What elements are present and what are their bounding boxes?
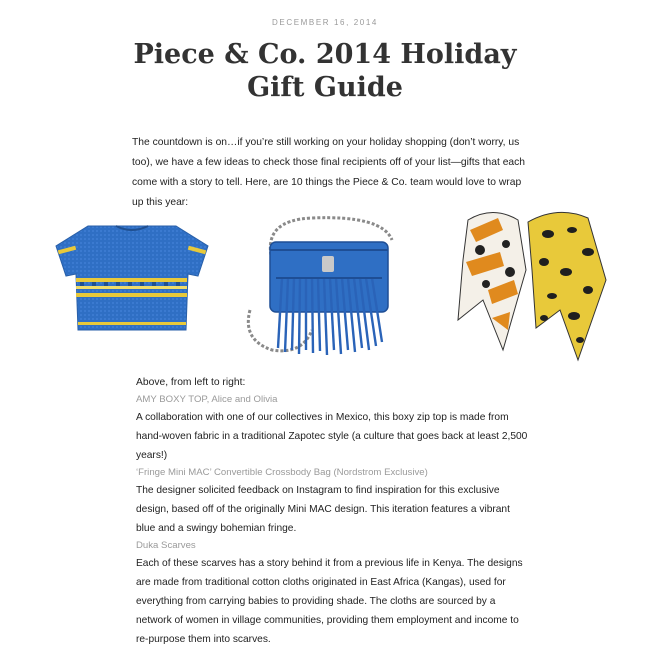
item-link-fringe-mini-mac[interactable]: ‘Fringe Mini MAC’ Convertible Crossbody Bag (Nordstrom Exclusive) [136, 467, 428, 478]
item-link-duka-scarves[interactable]: Duka Scarves [136, 540, 196, 551]
scarves-icon [448, 200, 613, 370]
gift-list [136, 374, 528, 651]
item-link-amy-boxy-top[interactable]: AMY BOXY TOP, Alice and Olivia [136, 394, 278, 405]
list-lead: Above, from left to right: [136, 377, 246, 388]
duka-scarves-image[interactable] [448, 200, 613, 370]
fringe-bag-image[interactable] [232, 200, 427, 360]
page-title: Piece & Co. 2014 Holiday Gift Guide [133, 39, 517, 103]
fringe-bag-icon [232, 200, 427, 360]
boxy-top-image[interactable] [28, 218, 236, 338]
item-description: Each of these scarves has a story behind it from a previous life in Kenya. The designs are made from traditional cotton cloths originated in East Africa (Kangas), used for everything from carrying babies to providing shade. The cloths are sourced by a network of women in village communities, providing them employment and income to re-purpose them into scarves. [136, 558, 523, 645]
post-date: DECEMBER 16, 2014 [272, 18, 378, 27]
product-images-row [0, 200, 650, 370]
intro-paragraph: The countdown is on…if you’re still working on your holiday shopping (don’t worry, us too), we have a few ideas to check those final recipients off of your list—gifts that each come with a story to tell. Here, are 10 things the Piece & Co. team would love to wrap up this year: [132, 137, 526, 208]
item-description: The designer solicited feedback on Instagram to find inspiration for this exclusive design, based off of the originally Mini MAC design. This iteration features a vibrant blue and a swingy bohemian fringe. [136, 485, 510, 534]
crop-top-icon [28, 218, 236, 338]
item-description: A collaboration with one of our collectives in Mexico, this boxy zip top is made from hand-woven fabric in a traditional Zapotec style (a culture that goes back at least 2,500 years!) [136, 412, 528, 461]
